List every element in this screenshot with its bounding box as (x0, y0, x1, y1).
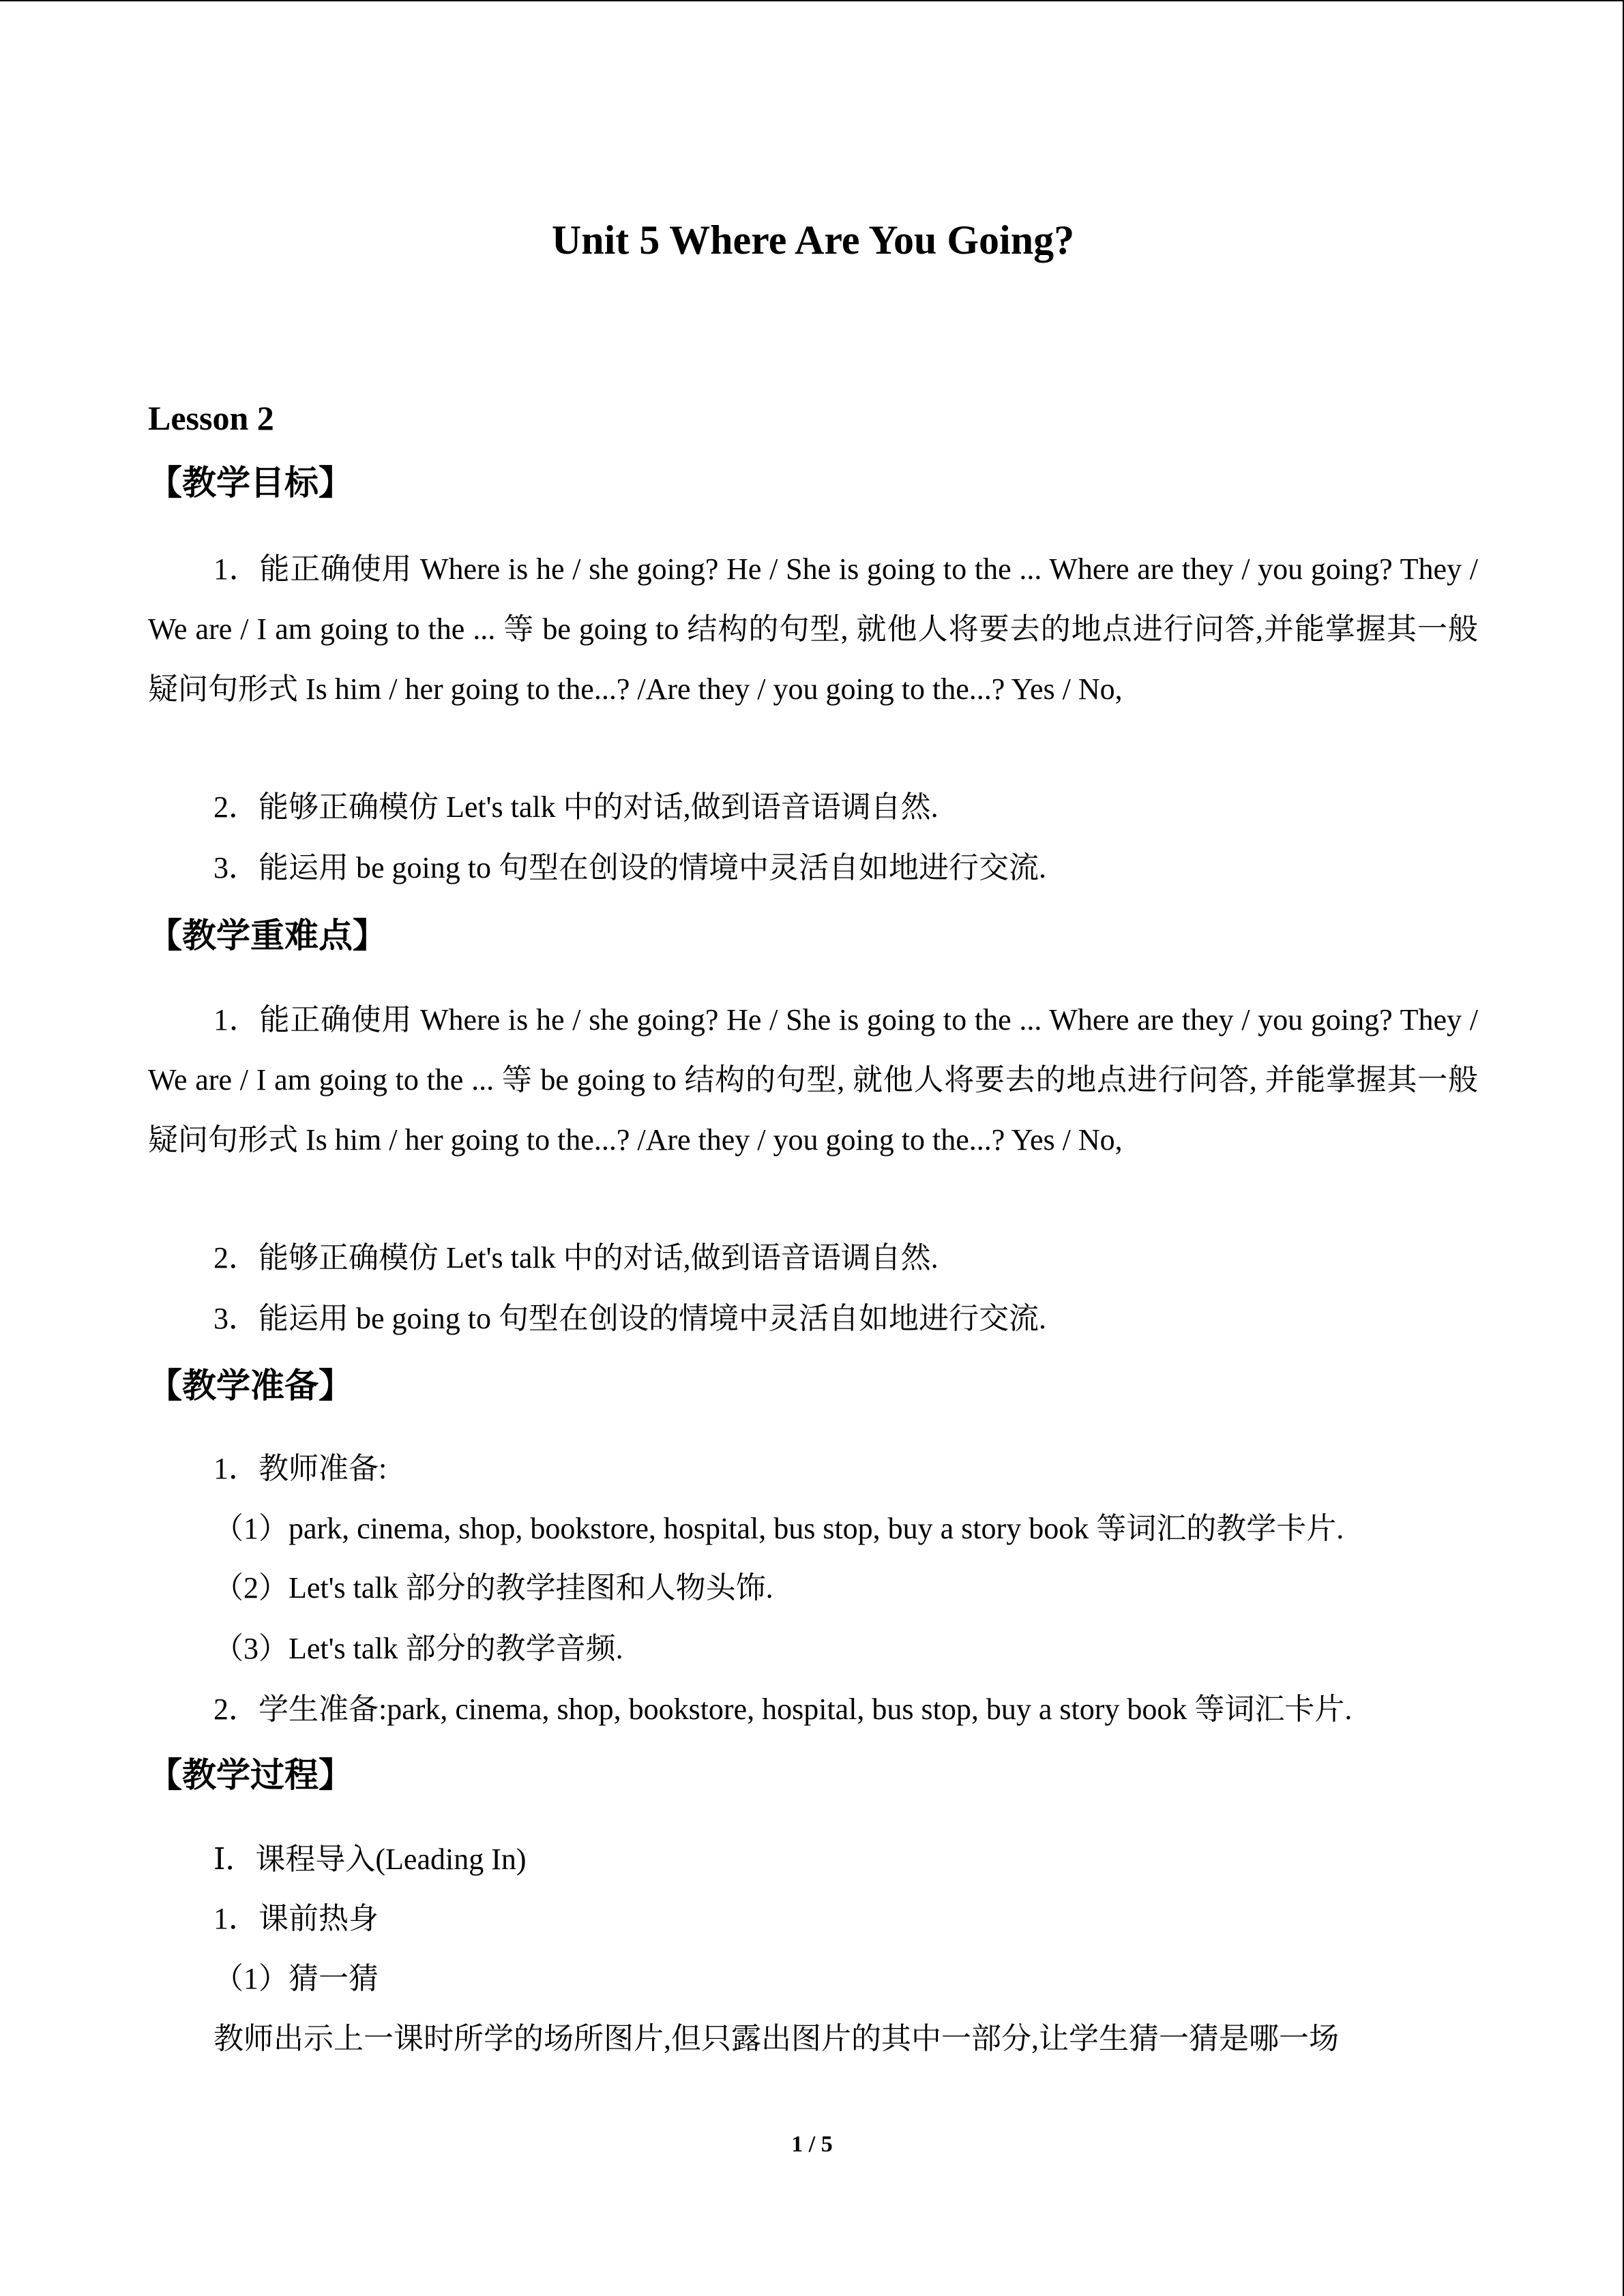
preparation-teacher-item-2: （2）Let's talk 部分的教学挂图和人物头饰. (213, 1571, 773, 1605)
process-step-1-text: 教师出示上一课时所学的场所图片,但只露出图片的其中一部分,让学生猜一猜是哪一场 (213, 2022, 1339, 2055)
preparation-heading: 【教学准备】 (148, 1366, 353, 1405)
lesson-label: Lesson 2 (148, 399, 274, 437)
process-step-1-sub-item: （1）猜一猜 (213, 1962, 379, 1995)
preparation-student: 2．学生准备:park, cinema, shop, bookstore, hospital, bus stop, buy a story book 等词汇卡片. (213, 1693, 1353, 1726)
objectives-item-2: 2．能够正确模仿 Let's talk 中的对话,做到语音语调自然. (213, 790, 939, 824)
key-points-heading: 【教学重难点】 (148, 916, 387, 955)
page-number: 1 / 5 (791, 2132, 833, 2157)
key-points-item-1: 1．能正确使用 Where is he / she going? He / She is going to the ... Where are they / you going? They / We are / I am going to the ... 等 be going to 结构的句型, 就他人将要去的地点进行问答, 并能掌握其一般疑问句形式 Is him / her going to the...? /Are they / you going to the...? Yes / No, (148, 1003, 1478, 1157)
objectives-item-3: 3．能运用 be going to 句型在创设的情境中灵活自如地进行交流. (213, 851, 1046, 884)
document-title: Unit 5 Where Are You Going? (551, 218, 1075, 263)
key-points-item-3: 3．能运用 be going to 句型在创设的情境中灵活自如地进行交流. (213, 1302, 1046, 1335)
process-step-1: Ⅰ．课程导入(Leading In) (213, 1843, 527, 1876)
preparation-teacher: 1．教师准备: (213, 1452, 387, 1485)
preparation-teacher-item-3: （3）Let's talk 部分的教学音频. (213, 1632, 623, 1665)
key-points-item-2: 2．能够正确模仿 Let's talk 中的对话,做到语音语调自然. (213, 1241, 939, 1274)
process-heading: 【教学过程】 (148, 1755, 353, 1795)
preparation-teacher-item-1: （1）park, cinema, shop, bookstore, hospital, bus stop, buy a story book 等词汇的教学卡片. (213, 1512, 1344, 1545)
process-step-1-sub: 1．课前热身 (213, 1902, 379, 1935)
objectives-item-1: 1．能正确使用 Where is he / she going? He / She is going to the ... Where are they / you going? They / We are / I am going to the ... 等 be going to 结构的句型, 就他人将要去的地点进行问答,并能掌握其一般疑问句形式 Is him / her going to the...? /Are they / you going to the...? Yes / No, (148, 552, 1478, 706)
page-border-top (0, 0, 1624, 1)
objectives-heading: 【教学目标】 (148, 463, 353, 503)
